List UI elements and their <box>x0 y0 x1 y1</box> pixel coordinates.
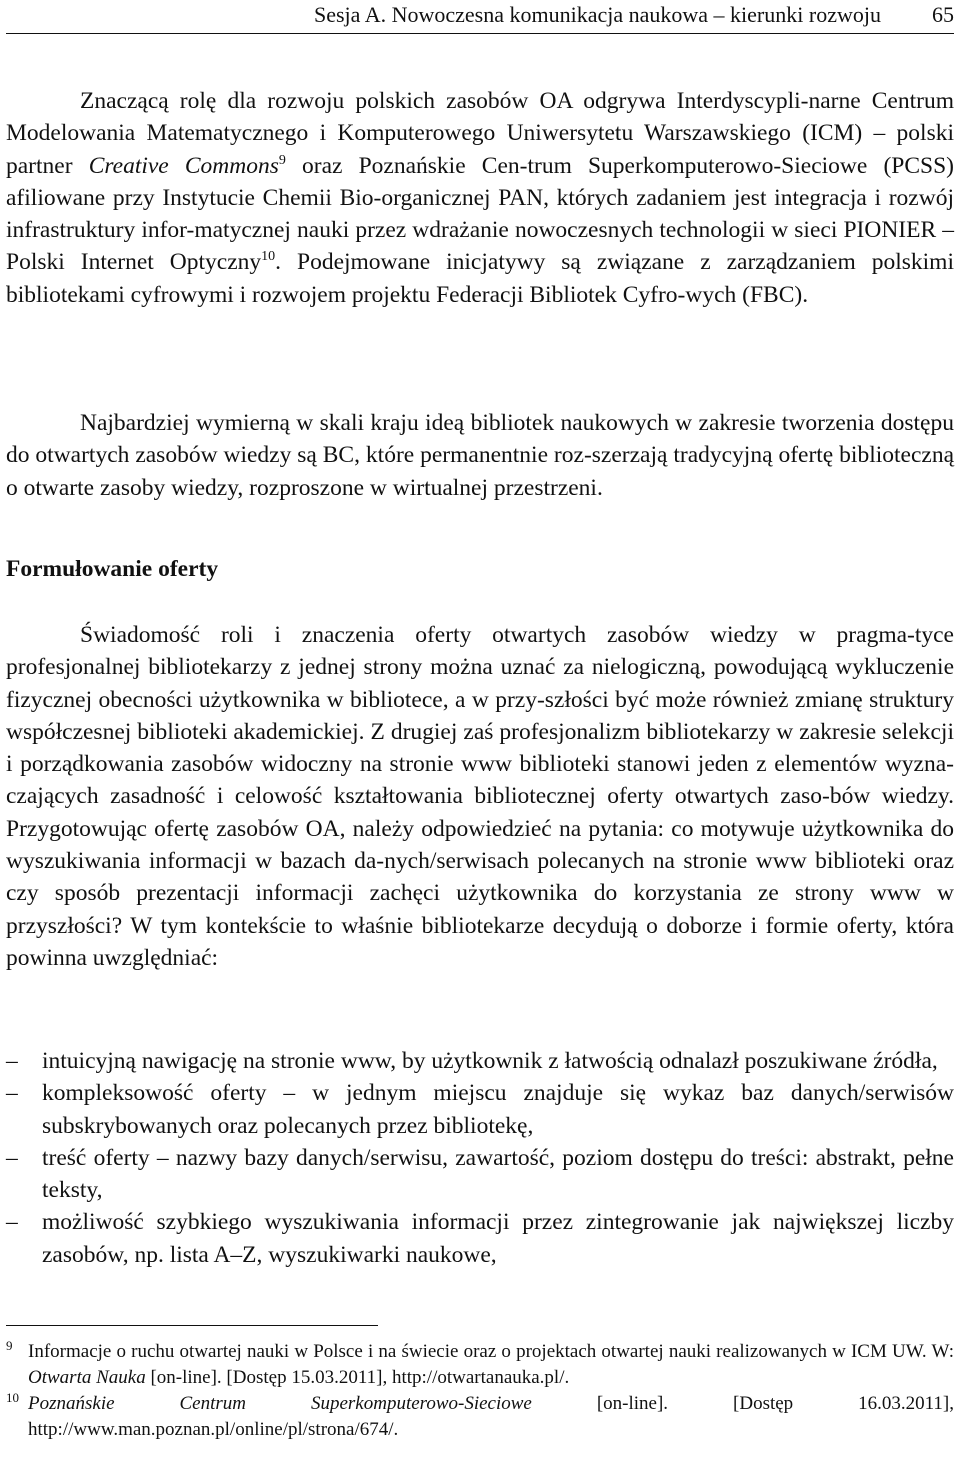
footnote-separator <box>6 1325 378 1326</box>
running-header <box>6 0 954 34</box>
footnote-title: Otwarta Nauka <box>28 1367 146 1388</box>
list-item-text: możliwość szybkiego wyszukiwania informacji przez zintegrowanie jak największej liczby zasobów, np. lista A–Z, wyszukiwarki naukowe, <box>42 1209 954 1268</box>
footnote-text-tail: [on-line]. [Dostęp 16.03.2011], http://www.man.poznan.pl/online/pl/strona/674/. <box>28 1393 955 1440</box>
footnote-number: 10 <box>6 1390 19 1405</box>
footnote-ref-9: 9 <box>278 152 286 168</box>
dash-bullet: – <box>6 1080 18 1107</box>
dash-bullet: – <box>6 1209 18 1236</box>
dash-bullet: – <box>6 1144 18 1171</box>
para1-text-1: Znaczącą rolę dla rozwoju polskich zasobów OA odgrywa Interdyscypli-narne Centrum Modelowania Matematycznego i Komputerowego Uniwersytetu Warszawskiego (ICM) – polski partner <box>6 88 954 179</box>
paragraph-oferta: Świadomość roli i znaczenia oferty otwartych zasobów wiedzy w pragma-tyce profesjonalnej bibliotekarzy z jednej strony można uznać za nielogiczną, powodującą wykluczenie fizycznej obecności użytkownika w bibliotece, a w przy-szłości być może również zmianę struktury współczesnej biblioteki akademickiej. Z drugiej zaś profesjonalizm bibliotekarzy w zakresie selekcji i porządkowania zasobów widoczny na stronie www biblioteki stanowi jeden z elementów wyzna-czających zasadność i celowość kształtowania bibliotecznej oferty otwartych zaso-bów wiedzy. Przygotowując ofertę zasobów OA, należy odpowiedzieć na pytania: co motywuje użytkownika do wyszukiwania informacji w bazach da-nych/serwisach polecanych na stronie www biblioteki oraz czy sposób prezentacji informacji zachęci użytkownika do korzystania ze strony www w przyszłości? W tym kontekście to właśnie bibliotekarze decydują o doborze i formie oferty, która powinna uwzględniać: <box>6 622 954 971</box>
footnotes <box>6 1339 954 1443</box>
list-item <box>6 1142 954 1207</box>
paragraph-bc: Najbardziej wymierną w skali kraju ideą bibliotek naukowych w zakresie tworzenia dostępu do otwartych zasobów wiedzy są BC, które permanentnie roz-szerzają tradycyjną ofertę biblioteczną o otwarte zasoby wiedzy, rozproszone w wirtualnej przestrzeni. <box>6 410 954 501</box>
requirements-list <box>6 1045 954 1271</box>
footnote-9 <box>6 1339 954 1391</box>
list-item-text: intuicyjną nawigację na stronie www, by użytkownik z łatwością odnalazł poszukiwane źródła, <box>42 1048 938 1074</box>
page-number: 65 <box>932 2 954 27</box>
section-heading: Formułowanie oferty <box>6 556 219 582</box>
list-item <box>6 1045 954 1077</box>
paragraph-icm-pcss <box>6 85 954 311</box>
footnote-text-tail: [on-line]. [Dostęp 15.03.2011], http://otwartanauka.pl/. <box>145 1367 570 1388</box>
footnote-10 <box>6 1391 954 1443</box>
footnote-ref-10: 10 <box>261 249 276 265</box>
footnote-text: Informacje o ruchu otwartej nauki w Polsce i na świecie oraz o projektach otwartej nauki realizowanych w ICM UW. W: <box>28 1341 954 1362</box>
para1-creative-commons: Creative Commons <box>88 152 279 179</box>
para1-text-3: . Podejmowane inicjatywy są związane z zarządzaniem polskimi bibliotekami cyfrowymi i rozwojem projektu Federacji Bibliotek Cyfro-wych (FBC). <box>6 249 954 308</box>
list-item-text: treść oferty – nazwy bazy danych/serwisu, zawartość, poziom dostępu do treści: abstrakt, pełne teksty, <box>42 1144 954 1204</box>
list-item <box>6 1077 954 1142</box>
list-item <box>6 1206 954 1271</box>
footnote-title: Poznańskie Centrum Superkomputerowo-Sieciowe <box>28 1393 532 1414</box>
list-item-text: kompleksowość oferty – w jednym miejscu znajduje się wykaz baz danych/serwisów subskrybowanych oraz polecanych przez bibliotekę, <box>42 1080 954 1139</box>
header-rule <box>6 33 954 34</box>
footnote-number: 9 <box>6 1338 13 1353</box>
running-header-title: Sesja A. Nowoczesna komunikacja naukowa – kierunki rozwoju <box>314 2 881 27</box>
dash-bullet: – <box>6 1048 18 1074</box>
para1-text-2: oraz Poznańskie Cen-trum Superkomputerowo-Sieciowe (PCSS) afiliowane przy Instytucie Chemii Bio-organicznej PAN, których zadaniem jest integracja i rozwój infrastruktury infor-matycznej nauki przez wdrażanie nowoczesnych technologii w sieci PIONIER – Polski Internet Optyczny <box>6 152 954 276</box>
